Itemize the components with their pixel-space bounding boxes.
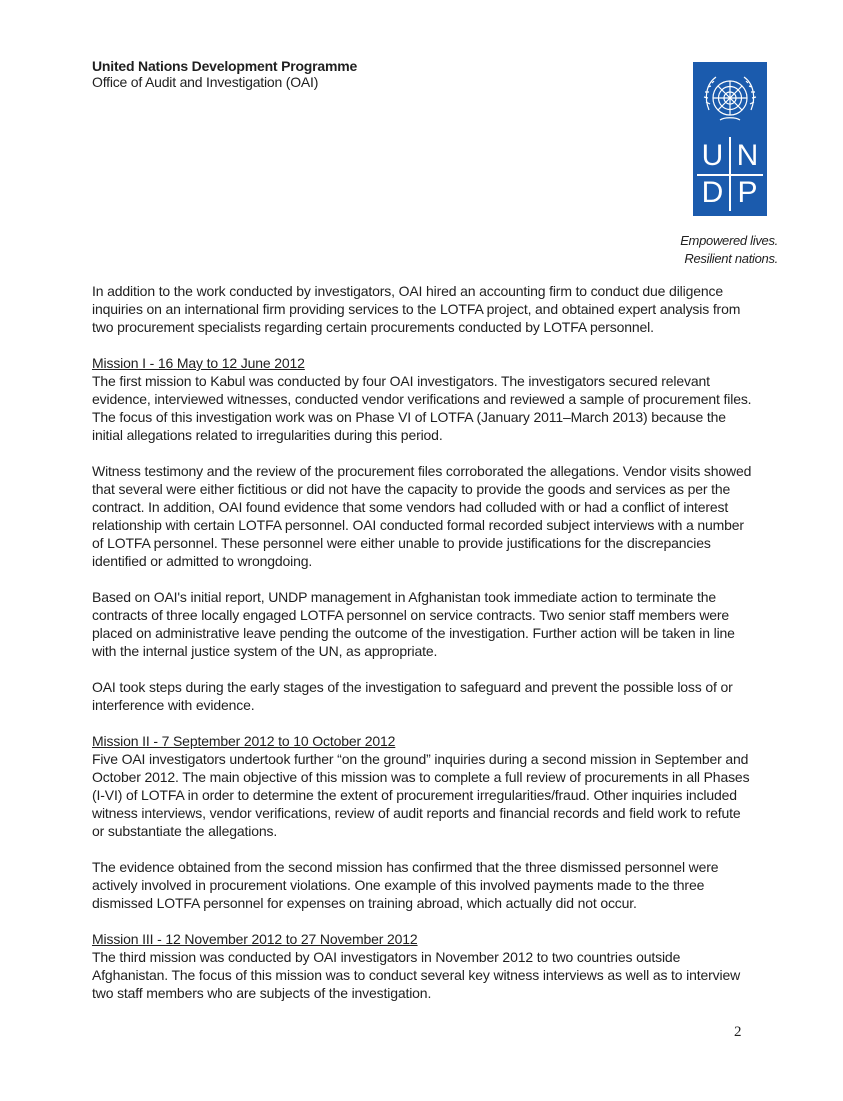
section-heading-mission-2: Mission II - 7 September 2012 to 10 October 2012 xyxy=(92,733,396,749)
logo-letter-n: N xyxy=(736,139,759,172)
undp-logo xyxy=(693,62,767,216)
paragraph: The third mission was conducted by OAI investigators in November 2012 to two countries outside Afghanistan. The focus of this mission was to conduct several key witness interviews as well as to interview two staff members who are subjects of the investigation. xyxy=(92,949,741,1001)
logo-letter-p: P xyxy=(737,176,758,209)
intro-paragraph: In addition to the work conducted by investigators, OAI hired an accounting firm to conduct due diligence inquiries on an international firm providing services to the LOTFA project, and obtained expert analysis from two procurement specialists regarding certain procurements conducted by LOTFA personnel. xyxy=(92,283,741,335)
section-heading-mission-3: Mission III - 12 November 2012 to 27 November 2012 xyxy=(92,931,418,947)
paragraph: Five OAI investigators undertook further “on the ground” inquiries during a second mission in September and October 2012. The main objective of this mission was to complete a full review of procurements in all Phases (I-VI) of LOTFA in order to determine the extent of procurement irregularities/fraud. Other inquiries included witness interviews, vendor verifications, review of audit reports and financial records and field work to refute or substantiate the allegations. xyxy=(92,751,750,839)
organization-name: United Nations Development Programme xyxy=(92,58,358,74)
paragraph: Based on OAI's initial report, UNDP management in Afghanistan took immediate action to terminate the contracts of three locally engaged LOTFA personnel on service contracts. Two senior staff members were placed on administrative leave pending the outcome of the investigation. Further action will be taken in line with the internal justice system of the UN, as appropriate. xyxy=(92,589,735,659)
undp-letter-grid xyxy=(697,137,763,211)
paragraph: The evidence obtained from the second mission has confirmed that the three dismissed personnel were actively involved in procurement violations. One example of this involved payments made to the three dismissed LOTFA personnel for expenses on training abroad, which actually did not occur. xyxy=(92,859,719,911)
tagline-line-2: Resilient nations. xyxy=(684,251,778,266)
logo-letter-u: U xyxy=(701,139,724,172)
letterhead xyxy=(92,58,357,90)
paragraph: The first mission to Kabul was conducted by four OAI investigators. The investigators secured relevant evidence, interviewed witnesses, conducted vendor verifications and reviewed a sample of procurement files. The focus of this investigation work was on Phase VI of LOTFA (January 2011–March 2013) because the initial allegations related to irregularities during this period. xyxy=(92,373,752,443)
logo-letter-d: D xyxy=(701,176,724,209)
tagline-line-1: Empowered lives. xyxy=(680,233,778,248)
organization-unit: Office of Audit and Investigation (OAI) xyxy=(92,74,319,90)
document-body xyxy=(92,282,754,1020)
tagline xyxy=(680,232,778,268)
un-emblem-icon xyxy=(700,70,760,132)
page-number: 2 xyxy=(734,1024,742,1040)
paragraph: Witness testimony and the review of the procurement files corroborated the allegations. Vendor visits showed that several were either fictitious or did not have the capacity to provide the goods and services as per the contract. In addition, OAI found evidence that some vendors had colluded with or had a conflict of interest relationship with certain LOTFA personnel. OAI conducted formal recorded subject interviews with a number of LOTFA personnel. These personnel were either unable to provide justifications for the discrepancies identified or admitted to wrongdoing. xyxy=(92,463,752,569)
paragraph: OAI took steps during the early stages of the investigation to safeguard and prevent the possible loss of or interference with evidence. xyxy=(92,679,733,713)
section-heading-mission-1: Mission I - 16 May to 12 June 2012 xyxy=(92,355,305,371)
